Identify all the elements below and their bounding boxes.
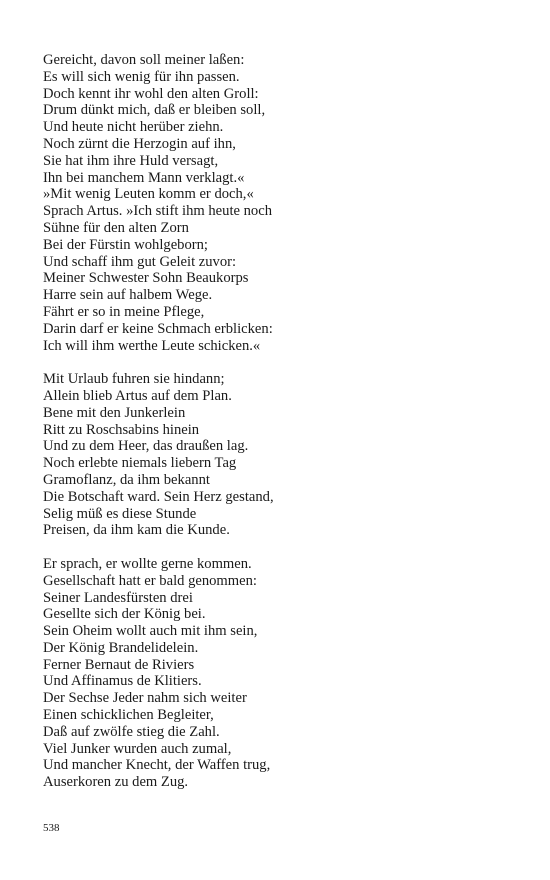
verse-line: Der Sechse Jeder nahm sich weiter bbox=[43, 690, 247, 707]
poem-text bbox=[43, 52, 523, 808]
verse-line: Bene mit den Junkerlein bbox=[43, 404, 186, 421]
verse-line: Sprach Artus. »Ich stift ihm heute noch bbox=[43, 203, 272, 220]
verse-line: Drum dünkt mich, daß er bleiben soll, bbox=[43, 102, 266, 119]
verse-line: Seiner Landesfürsten drei bbox=[43, 589, 193, 606]
verse-line: Meiner Schwester Sohn Beaukorps bbox=[43, 270, 249, 287]
verse-line: Ich will ihm werthe Leute schicken.« bbox=[43, 337, 261, 354]
verse-line: Mit Urlaub fuhren sie hindann; bbox=[43, 371, 225, 388]
verse-line: »Mit wenig Leuten komm er doch,« bbox=[43, 186, 254, 203]
verse-line: Gramoflanz, da ihm bekannt bbox=[43, 471, 210, 488]
verse-line: Doch kennt ihr wohl den alten Groll: bbox=[43, 85, 259, 102]
verse-line: Gesellte sich der König bei. bbox=[43, 606, 206, 623]
verse-line: Sie hat ihm ihre Huld versagt, bbox=[43, 152, 219, 169]
verse-line: Ritt zu Roschsabins hinein bbox=[43, 421, 200, 438]
verse-line: Bei der Fürstin wohlgeborn; bbox=[43, 236, 208, 253]
verse-line: Auserkoren zu dem Zug. bbox=[43, 774, 189, 791]
verse-line: Und schaff ihm gut Geleit zuvor: bbox=[43, 253, 237, 270]
stanza-1 bbox=[43, 52, 523, 354]
verse-line: Und heute nicht herüber ziehn. bbox=[43, 119, 224, 136]
verse-line: Noch erlebte niemals liebern Tag bbox=[43, 455, 237, 472]
verse-line: Der König Brandelidelein. bbox=[43, 639, 199, 656]
verse-line: Selig müß es diese Stunde bbox=[43, 505, 197, 522]
verse-line: Noch zürnt die Herzogin auf ihn, bbox=[43, 135, 236, 152]
verse-line: Gesellschaft hatt er bald genommen: bbox=[43, 572, 257, 589]
verse-line: Sein Oheim wollt auch mit ihm sein, bbox=[43, 623, 258, 640]
verse-line: Einen schicklichen Begleiter, bbox=[43, 707, 214, 724]
stanza-3 bbox=[43, 556, 523, 791]
verse-line: Gereicht, davon soll meiner laßen: bbox=[43, 52, 245, 68]
verse-line: Ihn bei manchem Mann verklagt.« bbox=[43, 169, 245, 186]
verse-line: Darin darf er keine Schmach erblicken: bbox=[43, 320, 273, 337]
verse-line: Sühne für den alten Zorn bbox=[43, 219, 189, 236]
verse-line: Er sprach, er wollte gerne kommen. bbox=[43, 555, 252, 572]
verse-line: Und zu dem Heer, das draußen lag. bbox=[43, 438, 249, 455]
verse-line: Und Affinamus de Klitiers. bbox=[43, 673, 202, 690]
verse-line: Fährt er so in meine Pflege, bbox=[43, 303, 205, 320]
verse-line: Viel Junker wurden auch zumal, bbox=[43, 740, 232, 757]
verse-line: Allein blieb Artus auf dem Plan. bbox=[43, 387, 232, 404]
verse-line: Und mancher Knecht, der Waffen trug, bbox=[43, 757, 271, 774]
verse-line: Preisen, da ihm kam die Kunde. bbox=[43, 522, 230, 539]
verse-line: Es will sich wenig für ihn passen. bbox=[43, 68, 240, 85]
verse-line: Harre sein auf halbem Wege. bbox=[43, 287, 213, 304]
verse-line: Daß auf zwölfe stieg die Zahl. bbox=[43, 723, 220, 740]
page-number: 538 bbox=[43, 822, 60, 834]
stanza-2 bbox=[43, 371, 523, 539]
verse-line: Ferner Bernaut de Riviers bbox=[43, 656, 195, 673]
verse-line: Die Botschaft ward. Sein Herz gestand, bbox=[43, 488, 274, 505]
